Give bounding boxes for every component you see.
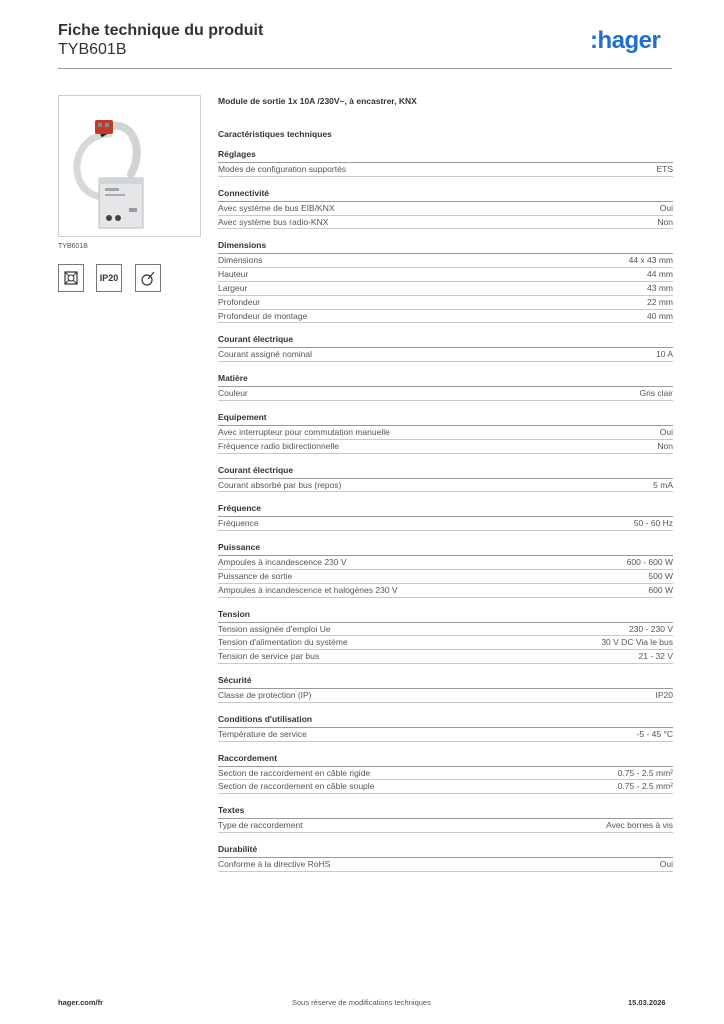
spec-row [218, 440, 673, 454]
hand-switch-icon [135, 264, 161, 292]
spec-row [218, 689, 673, 703]
spec-group-title: Connectivité [218, 188, 673, 202]
header-divider [58, 68, 672, 69]
spec-value: Oui [659, 858, 673, 869]
spec-groups [218, 149, 673, 872]
spec-row [218, 254, 673, 268]
product-image [58, 95, 201, 237]
spec-group [218, 503, 673, 531]
spec-row [218, 858, 673, 872]
spec-row [218, 623, 673, 637]
spec-row [218, 556, 673, 570]
spec-label: Type de raccordement [218, 820, 303, 831]
spec-label: Tension d'alimentation du système [218, 637, 348, 648]
spec-label: Avec interrupteur pour commutation manuelle [218, 426, 390, 437]
spec-value: Oui [659, 426, 673, 437]
spec-value: 600 - 600 W [626, 557, 673, 568]
spec-value: 0.75 - 2.5 mm² [617, 767, 673, 778]
spec-row [218, 268, 673, 282]
spec-label: Modes de configuration supportés [218, 164, 347, 174]
product-image-caption: TYB601B [58, 243, 88, 250]
spec-label: Température de service [218, 728, 307, 739]
spec-value: Avec bornes à vis [606, 820, 673, 831]
spec-group [218, 412, 673, 454]
spec-value: 30 V DC Via le bus [601, 637, 673, 648]
spec-value: IP20 [655, 689, 673, 700]
spec-row [218, 296, 673, 310]
spec-value: 21 - 32 V [638, 651, 673, 662]
spec-group [218, 542, 673, 597]
spec-group-title: Textes [218, 805, 673, 819]
footer-website: hager.com/fr [58, 998, 104, 1007]
spec-label: Profondeur de montage [218, 310, 308, 321]
spec-value: Non [657, 440, 673, 451]
spec-row [218, 202, 673, 216]
spec-value: Non [657, 216, 673, 227]
spec-group [218, 188, 673, 230]
spec-value: Gris clair [639, 388, 673, 399]
spec-row [218, 517, 673, 531]
spec-label: Section de raccordement en câble rigide [218, 767, 371, 778]
spec-group [218, 240, 673, 323]
product-reference: TYB601B [58, 41, 127, 58]
spec-label: Classe de protection (IP) [218, 689, 312, 700]
spec-group-title: Fréquence [218, 503, 673, 517]
spec-row [218, 348, 673, 362]
spec-group [218, 753, 673, 795]
spec-value: -5 - 45 °C [636, 728, 673, 739]
footer-disclaimer: Sous réserve de modifications techniques [292, 998, 431, 1007]
spec-value: 5 mA [653, 479, 673, 490]
spec-group [218, 609, 673, 664]
spec-value: 600 W [648, 584, 673, 595]
spec-group [218, 334, 673, 362]
spec-label: Avec système de bus EIB/KNX [218, 202, 335, 213]
spec-row [218, 216, 673, 230]
spec-value: 230 - 230 V [629, 623, 673, 634]
spec-label: Couleur [218, 388, 248, 399]
spec-label: Tension de service par bus [218, 651, 320, 662]
spec-row [218, 479, 673, 493]
spec-group-title: Dimensions [218, 240, 673, 254]
spec-value: Oui [659, 202, 673, 213]
spec-row [218, 426, 673, 440]
spec-label: Avec système bus radio-KNX [218, 216, 329, 227]
spec-value: 22 mm [647, 296, 673, 307]
spec-label: Fréquence radio bidirectionnelle [218, 440, 339, 451]
spec-label: Courant absorbé par bus (repos) [218, 479, 342, 490]
spec-value: 43 mm [647, 282, 673, 293]
spec-group-title: Réglages [218, 149, 673, 163]
spec-row [218, 570, 673, 584]
spec-value: 50 - 60 Hz [633, 518, 673, 529]
spec-label: Conforme à la directive RoHS [218, 858, 331, 869]
spec-group-title: Courant électrique [218, 334, 673, 348]
spec-row [218, 767, 673, 781]
spec-label: Largeur [218, 282, 248, 293]
spec-group-title: Tension [218, 609, 673, 623]
mounting-box-icon [58, 264, 84, 292]
spec-row [218, 819, 673, 833]
spec-row [218, 728, 673, 742]
spec-label: Puissance de sortie [218, 570, 293, 581]
spec-row [218, 163, 673, 177]
spec-label: Dimensions [218, 255, 263, 266]
spec-value: 500 W [648, 570, 673, 581]
spec-content [218, 96, 673, 883]
spec-value: ETS [656, 164, 673, 174]
spec-value: 40 mm [647, 310, 673, 321]
spec-group-title: Sécurité [218, 675, 673, 689]
spec-row [218, 310, 673, 324]
spec-label: Courant assigné nominal [218, 349, 313, 360]
spec-label: Tension assignée d'emploi Ue [218, 623, 331, 634]
spec-row [218, 650, 673, 664]
spec-label: Ampoules à incandescence 230 V [218, 557, 347, 568]
spec-group-title: Puissance [218, 542, 673, 556]
spec-group [218, 465, 673, 493]
spec-row [218, 584, 673, 598]
product-illustration [59, 96, 200, 236]
footer-date: 15.03.2026 [628, 998, 666, 1007]
spec-group-title: Equipement [218, 412, 673, 426]
spec-row [218, 387, 673, 401]
spec-group [218, 675, 673, 703]
spec-group [218, 149, 673, 177]
product-description: Module de sortie 1x 10A /230V~, à encastrer, KNX [218, 96, 417, 106]
spec-group-title: Matière [218, 373, 673, 387]
hager-logo: :hager [590, 27, 661, 54]
spec-group [218, 714, 673, 742]
spec-group-title: Durabilité [218, 844, 673, 858]
specs-heading: Caractéristiques techniques [218, 129, 332, 139]
spec-group [218, 844, 673, 872]
spec-value: 44 x 43 mm [628, 255, 673, 266]
spec-value: 44 mm [647, 269, 673, 280]
spec-row [218, 780, 673, 794]
spec-group-title: Raccordement [218, 753, 673, 767]
spec-value: 10 A [655, 349, 673, 360]
spec-group-title: Conditions d'utilisation [218, 714, 673, 728]
page-title: Fiche technique du produit [58, 22, 264, 39]
page-header [58, 21, 263, 59]
spec-label: Ampoules à incandescence et halogènes 230 V [218, 584, 398, 595]
ip20-badge: IP20 [96, 264, 122, 292]
spec-label: Hauteur [218, 269, 249, 280]
spec-group-title: Courant électrique [218, 465, 673, 479]
spec-group [218, 805, 673, 833]
spec-row [218, 282, 673, 296]
spec-value: 0.75 - 2.5 mm² [617, 781, 673, 792]
spec-label: Profondeur [218, 296, 261, 307]
spec-label: Section de raccordement en câble souple [218, 781, 375, 792]
spec-label: Fréquence [218, 518, 259, 529]
spec-row [218, 636, 673, 650]
spec-group [218, 373, 673, 401]
